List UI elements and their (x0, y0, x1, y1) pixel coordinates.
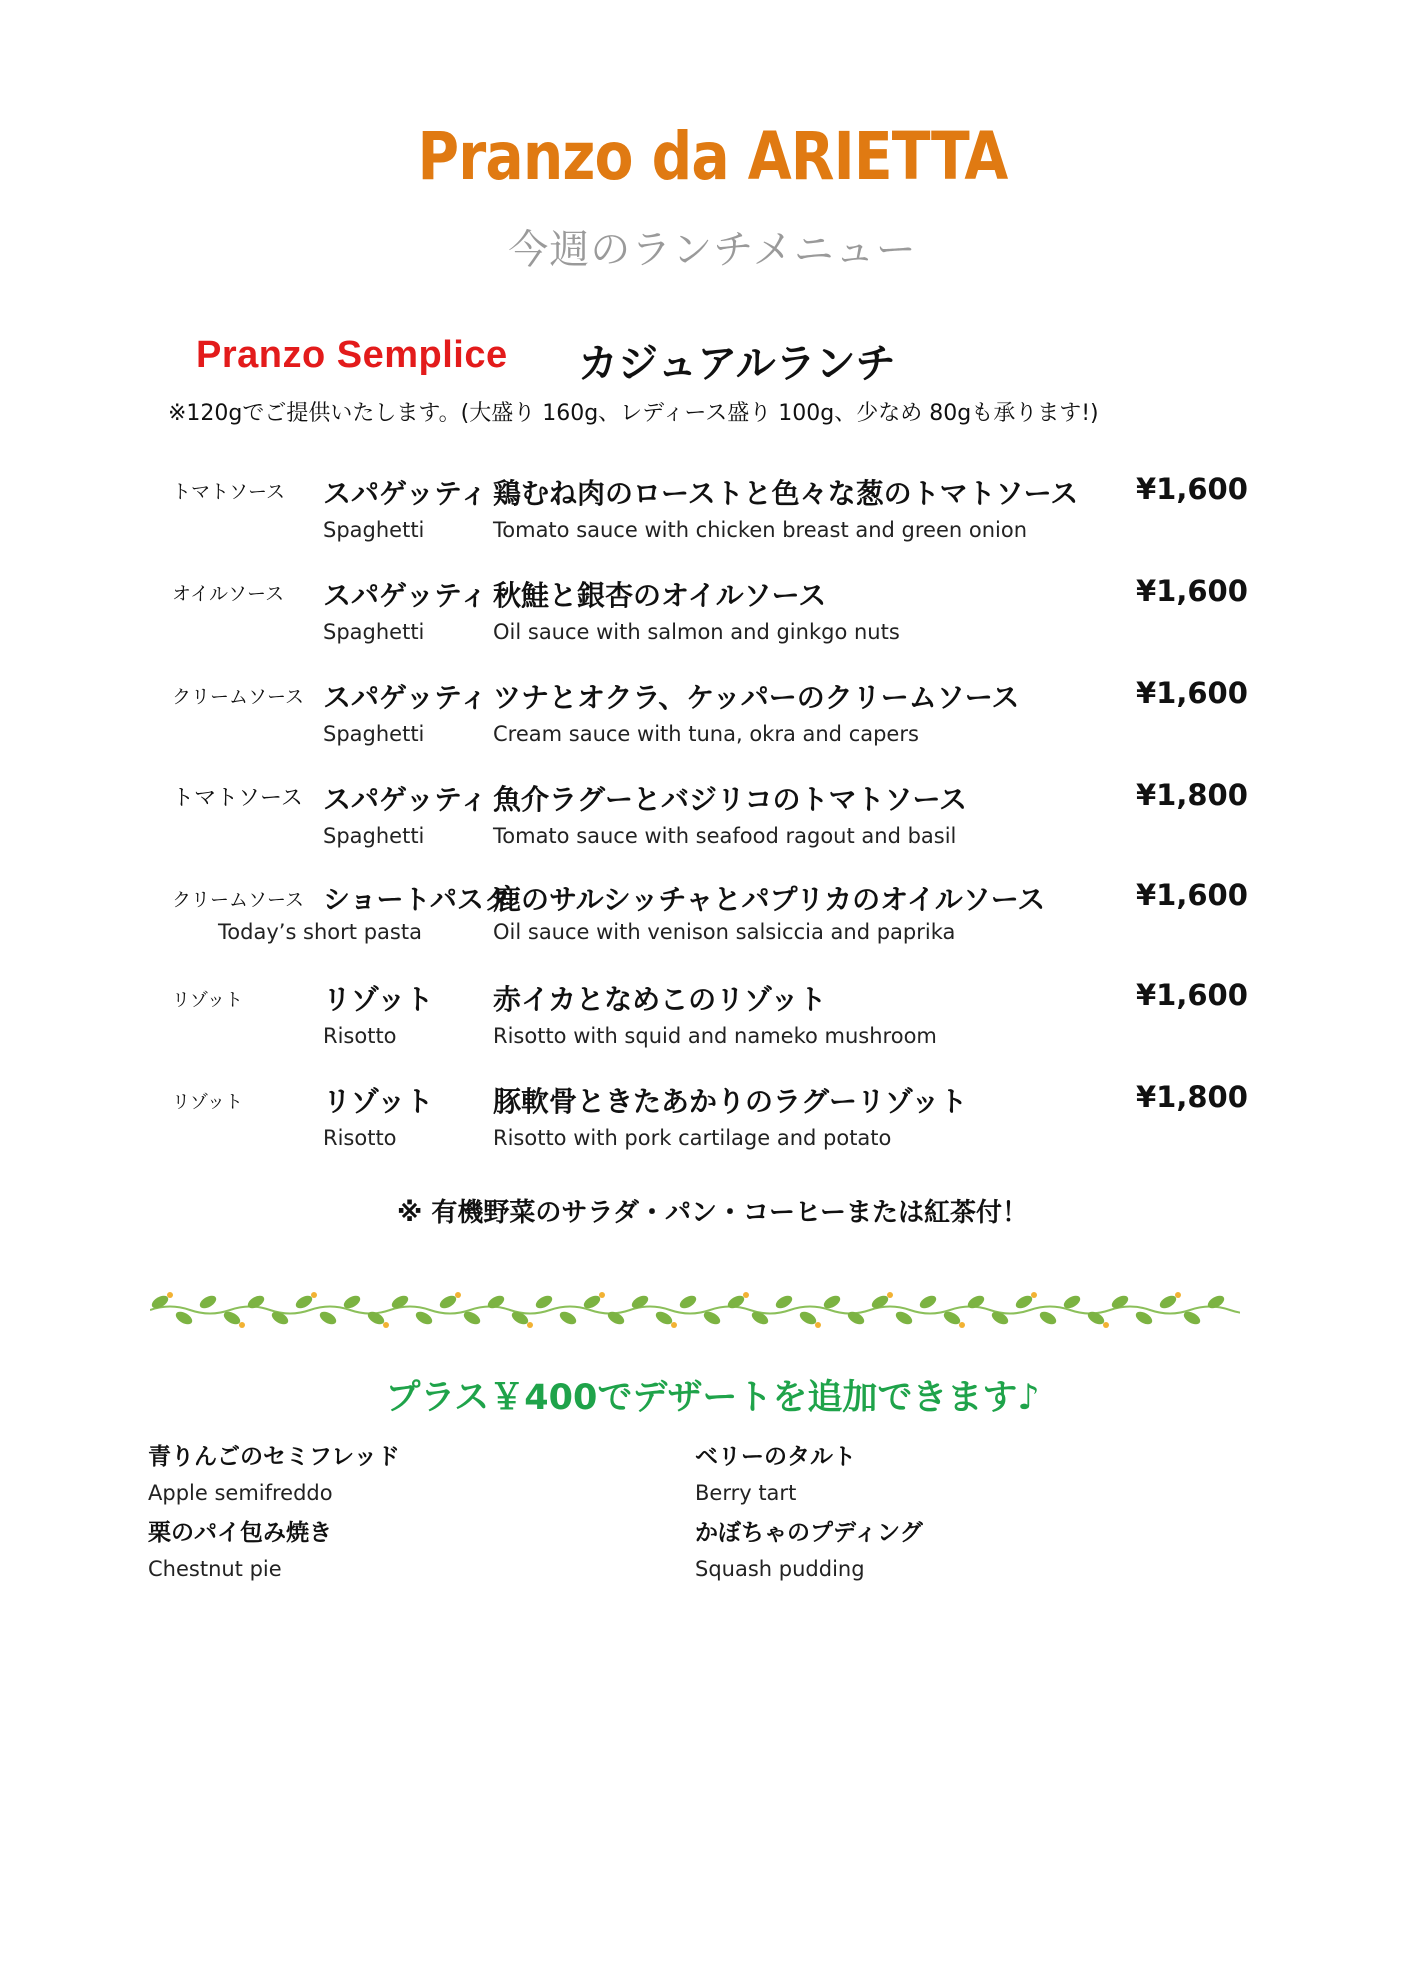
menu-item-type-jp: ショートパスタ (323, 885, 511, 916)
menu-item-sauce: トマトソース (172, 481, 286, 503)
vine-berry (1103, 1322, 1109, 1328)
dessert-name-jp: 栗のパイ包み焼き (148, 1520, 332, 1546)
menu-item-type-en: Spaghetti (323, 620, 425, 644)
vine-berry (527, 1322, 533, 1328)
vine-leaf (318, 1309, 339, 1327)
menu-item-price: ¥1,600 (1136, 878, 1248, 912)
menu-item-sauce: リゾット (172, 990, 243, 1011)
menu-item-type-en: Risotto (323, 1024, 397, 1048)
menu-item-dish-jp: 鶏むね肉のローストと色々な葱のトマトソース (493, 477, 1079, 510)
dessert-name-en: Apple semifreddo (148, 1481, 333, 1505)
vine-leaf (918, 1293, 939, 1311)
included-note: ※ 有機野菜のサラダ・パン・コーヒーまたは紅茶付！ (396, 1198, 1029, 1228)
menu-item-price: ¥1,600 (1136, 978, 1248, 1012)
menu-item (0, 472, 1425, 562)
menu-item-dish-en: Risotto with pork cartilage and potato (493, 1126, 892, 1150)
menu-item-dish-jp: 秋鮭と銀杏のオイルソース (493, 579, 827, 612)
menu-item-price: ¥1,800 (1136, 778, 1248, 812)
vine-leaf (1134, 1309, 1155, 1327)
dessert-name-jp: 青りんごのセミフレッド (148, 1444, 400, 1470)
vine-berry (383, 1322, 389, 1328)
menu-item-dish-jp: 鹿のサルシッチャとパプリカのオイルソース (493, 883, 1046, 916)
menu-item-price: ¥1,600 (1136, 676, 1248, 710)
menu-item-sauce: クリームソース (172, 889, 305, 911)
menu-item (0, 878, 1425, 968)
menu-item-type-jp: リゾット (323, 983, 434, 1016)
menu-item-price: ¥1,600 (1136, 574, 1248, 608)
portion-note: ※120gでご提供いたします。(大盛り 160g、レディース盛り 100g、少なめ 80gも承ります!) (168, 401, 1099, 426)
menu-item-type-en: Spaghetti (323, 722, 425, 746)
section-title-jp: カジュアルランチ (578, 341, 896, 387)
menu-item-dish-en: Cream sauce with tuna, okra and capers (493, 722, 919, 746)
menu-item-dish-en: Oil sauce with venison salsiccia and paprika (493, 920, 956, 944)
page-subtitle: 今週のランチメニュー (508, 227, 917, 273)
menu-item-type-jp: リゾット (323, 1085, 434, 1118)
menu-item-sauce: オイルソース (172, 583, 285, 605)
menu-item (0, 676, 1425, 766)
menu-item-type-jp: スパゲッティ (323, 579, 488, 612)
menu-item-dish-en: Tomato sauce with chicken breast and green onion (493, 518, 1028, 542)
menu-item-type-en: Today’s short pasta (218, 920, 422, 944)
dessert-name-jp: かぼちゃのプディング (695, 1520, 923, 1546)
vine-leaf (894, 1309, 915, 1327)
vine-leaf (534, 1293, 555, 1311)
dessert-name-en: Berry tart (695, 1481, 797, 1505)
vine-berry (311, 1292, 317, 1298)
menu-item (0, 1080, 1425, 1170)
vine-leaf (414, 1309, 435, 1327)
menu-item-dish-jp: 魚介ラグーとバジリコのトマトソース (493, 783, 968, 816)
menu-item-sauce: リゾット (172, 1092, 243, 1113)
vine-leaf (558, 1309, 579, 1327)
menu-item-type-en: Spaghetti (323, 518, 425, 542)
dessert-name-jp: ベリーのタルト (695, 1444, 856, 1470)
menu-item-type-jp: スパゲッティ (323, 681, 488, 714)
dessert-name-en: Squash pudding (695, 1557, 865, 1581)
menu-item-dish-jp: 豚軟骨ときたあかりのラグーリゾット (493, 1085, 968, 1118)
vine-leaf (174, 1309, 195, 1327)
page-title: Pranzo da ARIETTA (417, 118, 1008, 195)
menu-item-dish-jp: 赤イカとなめこのリゾット (493, 983, 827, 1016)
dessert-item (695, 1438, 1195, 1505)
menu-item-price: ¥1,600 (1136, 472, 1248, 506)
vine-leaf (678, 1293, 699, 1311)
menu-item-dish-en: Oil sauce with salmon and ginkgo nuts (493, 620, 900, 644)
vine-berry (239, 1322, 245, 1328)
menu-item-type-en: Risotto (323, 1126, 397, 1150)
dessert-title: プラス￥400でデザートを追加できます♪ (385, 1378, 1040, 1418)
vine-berry (1031, 1292, 1037, 1298)
vine-berry (167, 1292, 173, 1298)
menu-item-dish-jp: ツナとオクラ、ケッパーのクリームソース (493, 681, 1020, 714)
vine-berry (599, 1292, 605, 1298)
vine-berry (887, 1292, 893, 1298)
menu-item-type-en: Spaghetti (323, 824, 425, 848)
vine-unit (150, 1292, 1240, 1328)
dessert-item (148, 1514, 648, 1581)
menu-item-sauce: トマトソース (172, 786, 303, 811)
vine-stem (150, 1307, 1240, 1314)
menu-item-price: ¥1,800 (1136, 1080, 1248, 1114)
dessert-item (695, 1514, 1195, 1581)
menu-item (0, 978, 1425, 1068)
vine-berry (743, 1292, 749, 1298)
vine-leaf (774, 1293, 795, 1311)
dessert-item (148, 1438, 648, 1505)
vine-leaf (198, 1293, 219, 1311)
menu-item-dish-en: Tomato sauce with seafood ragout and basil (493, 824, 957, 848)
vine-berry (1175, 1292, 1181, 1298)
vine-berry (671, 1322, 677, 1328)
vine-berry (455, 1292, 461, 1298)
menu-item-type-jp: スパゲッティ (323, 783, 488, 816)
menu-item-type-jp: スパゲッティ (323, 477, 488, 510)
dessert-name-en: Chestnut pie (148, 1557, 282, 1581)
vine-leaf (1038, 1309, 1059, 1327)
vine-berry (815, 1322, 821, 1328)
menu-item-sauce: クリームソース (172, 686, 305, 708)
menu-item (0, 574, 1425, 664)
menu-item (0, 778, 1425, 868)
vine-divider (150, 1285, 1240, 1335)
vine-berry (959, 1322, 965, 1328)
section-title-en: Pranzo Semplice (196, 334, 508, 376)
menu-item-dish-en: Risotto with squid and nameko mushroom (493, 1024, 937, 1048)
